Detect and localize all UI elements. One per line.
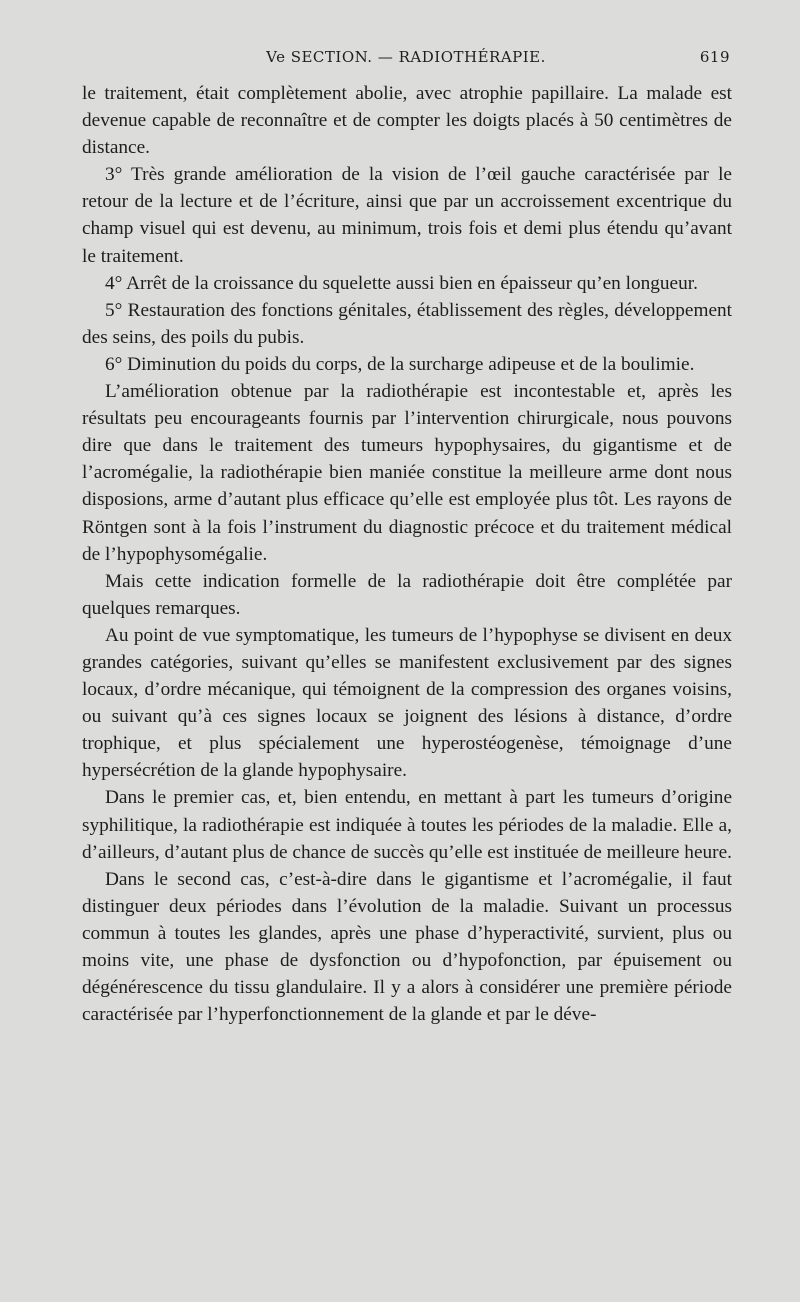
paragraph: L’amélioration obtenue par la radiothérapie est incontestable et, après les résultats peu encourageants fournis par l’intervention chirurgicale, nous pouvons dire que dans le traitement des tumeurs hypophysaires, du gigantisme et de l’acromégalie, la radiothérapie bien maniée constitue la meilleure arme dont nous disposions, arme d’autant plus efficace qu’elle est employée plus tôt. Les rayons de Röntgen sont à la fois l’instrument du diagnostic précoce et du traitement médical de l’hypophysomégalie. (82, 381, 732, 565)
paragraph: Dans le second cas, c’est-à-dire dans le gigantisme et l’acromégalie, il faut distinguer deux périodes dans l’évolution de la maladie. Suivant un processus commun à toutes les glandes, après une phase d’hyperactivité, survient, plus ou moins vite, une phase de dysfonction ou d’hypofonction, par épuisement ou dégénérescence du tissu glandulaire. Il y a alors à considérer une première période caractérisée par l’hyperfonctionnement de la glande et par le déve- (82, 868, 732, 1026)
page-number: 619 (699, 48, 730, 66)
running-header (82, 48, 730, 72)
paragraph: 5° Restauration des fonctions génitales, établissement des règles, développement des seins, des poils du pubis. (82, 299, 732, 348)
paragraph: Mais cette indication formelle de la radiothérapie doit être complétée par quelques remarques. (82, 570, 732, 619)
body-text (82, 80, 732, 1028)
paragraph: Dans le premier cas, et, bien entendu, en mettant à part les tumeurs d’origine syphilitique, la radiothérapie est indiquée à toutes les périodes de la maladie. Elle a, d’ailleurs, d’autant plus de chance de succès qu’elle est instituée de meilleure heure. (82, 787, 732, 863)
paragraph: le traitement, était complètement abolie, avec atrophie papillaire. La malade est devenue capable de reconnaître et de compter les doigts placés à 50 centimètres de distance. (82, 83, 732, 159)
paragraph: 3° Très grande amélioration de la vision de l’œil gauche caractérisée par le retour de la lecture et de l’écriture, ainsi que par un accroissement excentrique du champ visuel qui est devenu, au minimum, trois fois et demi plus étendu qu’avant le traitement. (82, 164, 732, 267)
paragraph: 6° Diminution du poids du corps, de la surcharge adipeuse et de la boulimie. (105, 353, 695, 375)
paragraph: Au point de vue symptomatique, les tumeurs de l’hypophyse se divisent en deux grandes catégories, suivant qu’elles se manifestent exclusivement par des signes locaux, d’ordre mécanique, qui témoignent de la compression des organes voisins, ou suivant qu’à ces signes locaux se joignent des lésions à distance, d’ordre trophique, et plus spécialement une hyperostéogenèse, témoignage d’une hypersécrétion de la glande hypophysaire. (82, 624, 732, 782)
paragraph: 4° Arrêt de la croissance du squelette aussi bien en épaisseur qu’en longueur. (105, 272, 698, 294)
section-title: Ve SECTION. — RADIOTHÉRAPIE. (266, 48, 546, 66)
